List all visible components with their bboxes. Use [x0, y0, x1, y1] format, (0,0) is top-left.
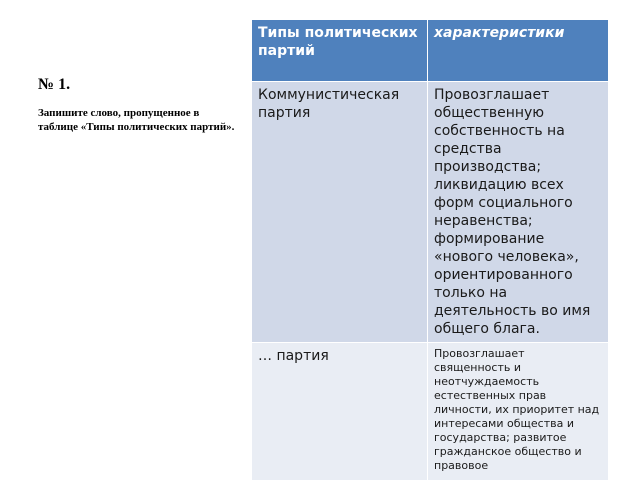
characteristics-cell [428, 82, 609, 343]
party-type-cell [252, 82, 428, 343]
table-row [252, 82, 609, 343]
party-type-cell-missing [252, 343, 428, 480]
header-party-types: Типы политических партий [252, 20, 428, 82]
party-type-text: Коммунистическая партия [258, 87, 400, 121]
header-characteristics: характеристики [428, 20, 609, 82]
party-types-table [251, 19, 609, 480]
characteristics-text: Провозглашает священность и неотчуждаемость естественных прав личности, их приоритет над интересами общества и государства; развитое гражданское общество и правовое [434, 347, 600, 472]
task-instruction: Запишите слово, пропущенное в таблице «Типы политических партий». [38, 107, 235, 133]
table-header-row [252, 20, 609, 82]
table-row [252, 343, 609, 480]
party-type-text: … партия [258, 348, 329, 364]
characteristics-cell [428, 343, 609, 480]
characteristics-text: Провозглашает общественную собственность на средства производства; ликвидацию всех форм социального неравенства; формирование «нового человека», ориентированного только на деятельность во имя общего блага. [434, 87, 591, 337]
task-number: № 1. [38, 76, 71, 93]
